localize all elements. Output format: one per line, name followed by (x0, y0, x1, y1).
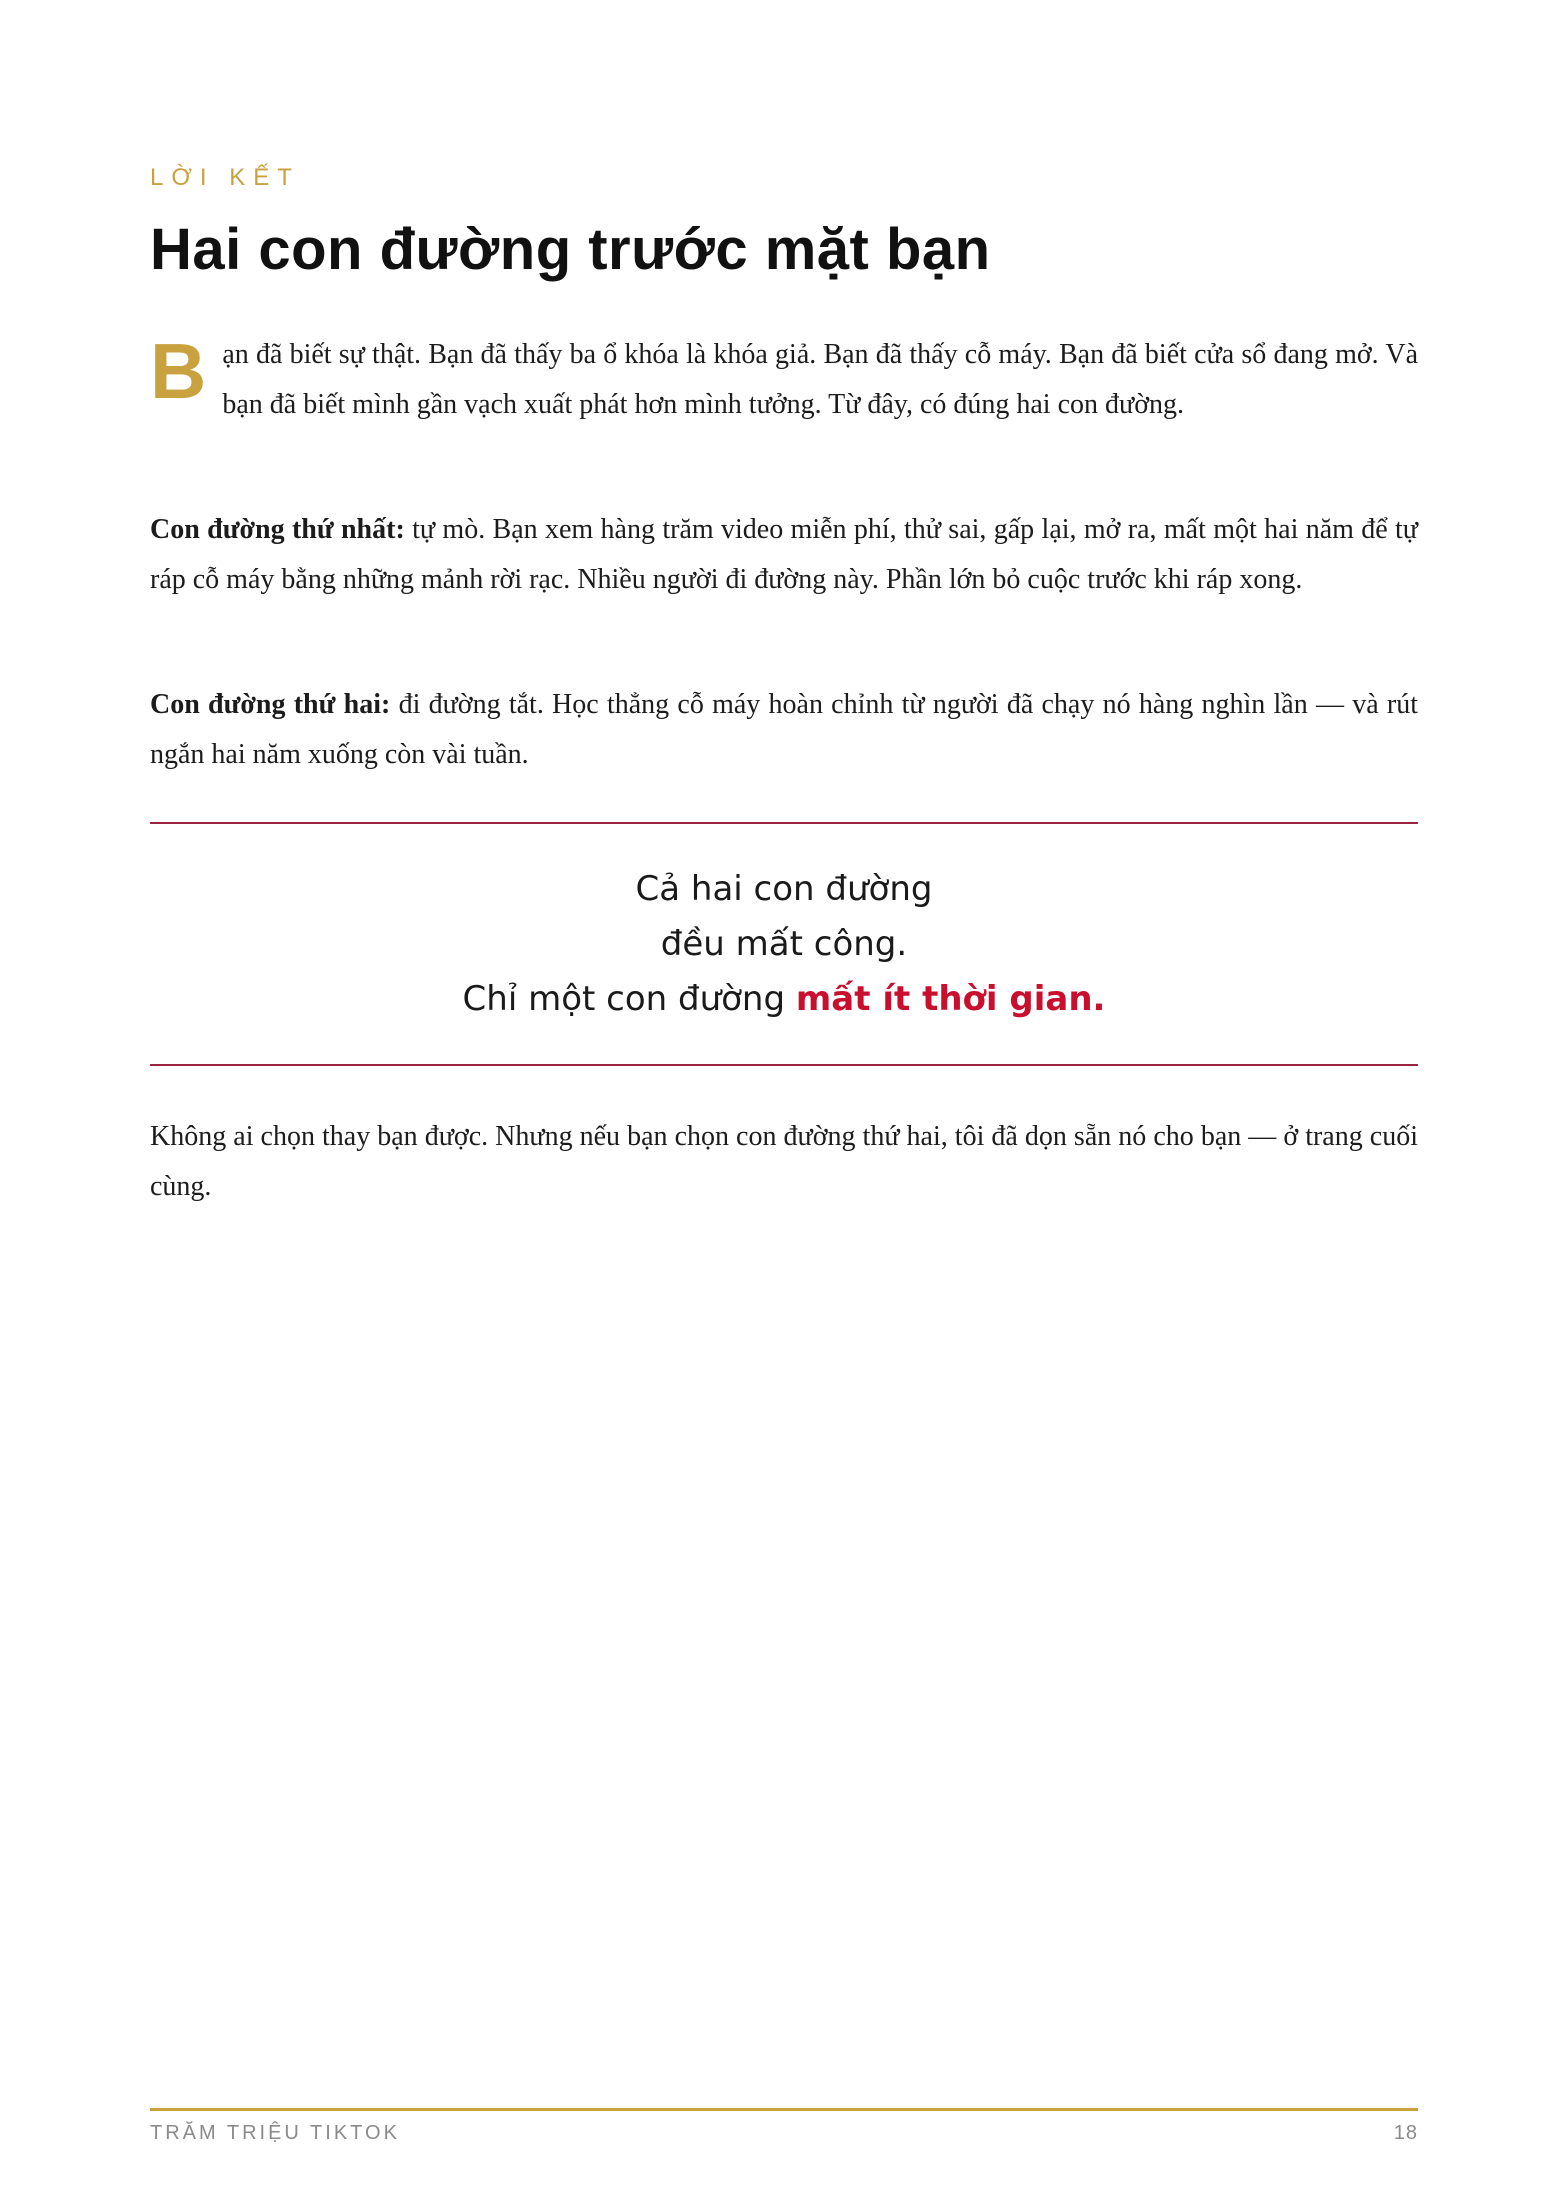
quote-divider-bottom (150, 1064, 1418, 1066)
pull-quote-line-1: Cả hai con đường (635, 869, 933, 909)
pull-quote-line-3 (150, 972, 1418, 1027)
footer-divider (150, 2108, 1418, 2111)
path-one-text: tự mò. Bạn xem hàng trăm video miễn phí, thử sai, gấp lại, mở ra, mất một hai năm để tự ráp cỗ máy bằng những mảnh rời rạc. Nhiều người đi đường này. Phần lớn bỏ cuộc trước khi ráp xong. (150, 514, 1418, 595)
path-one-label: Con đường thứ nhất: (150, 514, 405, 545)
pull-quote-line-2: đều mất công. (660, 924, 908, 964)
path-one-paragraph (150, 505, 1418, 605)
section-eyebrow: LỜI KẾT (150, 164, 300, 191)
footer-page-number: 18 (1393, 2122, 1418, 2144)
pull-quote-line-3-prefix: Chỉ một con đường (462, 979, 796, 1019)
drop-cap: B (150, 327, 207, 415)
intro-paragraph (150, 327, 1418, 430)
path-two-label: Con đường thứ hai: (150, 689, 391, 720)
page-title: Hai con đường trước mặt bạn (150, 217, 991, 282)
pull-quote (150, 862, 1418, 1027)
intro-text: ạn đã biết sự thật. Bạn đã thấy ba ổ khóa là khóa giả. Bạn đã thấy cỗ máy. Bạn đã biết cửa sổ đang mở. Và bạn đã biết mình gần vạch xuất phát hơn mình tưởng. Từ đây, có đúng hai con đường. (222, 339, 1418, 420)
footer-book-title: TRĂM TRIỆU TIKTOK (150, 2122, 400, 2144)
quote-divider-top (150, 822, 1418, 824)
path-two-text: đi đường tắt. Học thẳng cỗ máy hoàn chỉnh từ người đã chạy nó hàng nghìn lần — và rút ngắn hai năm xuống còn vài tuần. (150, 689, 1418, 770)
path-two-paragraph (150, 680, 1418, 780)
page (150, 0, 1418, 2200)
closing-paragraph: Không ai chọn thay bạn được. Nhưng nếu bạn chọn con đường thứ hai, tôi đã dọn sẵn nó cho bạn — ở trang cuối cùng. (150, 1121, 1418, 1202)
pull-quote-highlight: mất ít thời gian. (795, 979, 1106, 1019)
